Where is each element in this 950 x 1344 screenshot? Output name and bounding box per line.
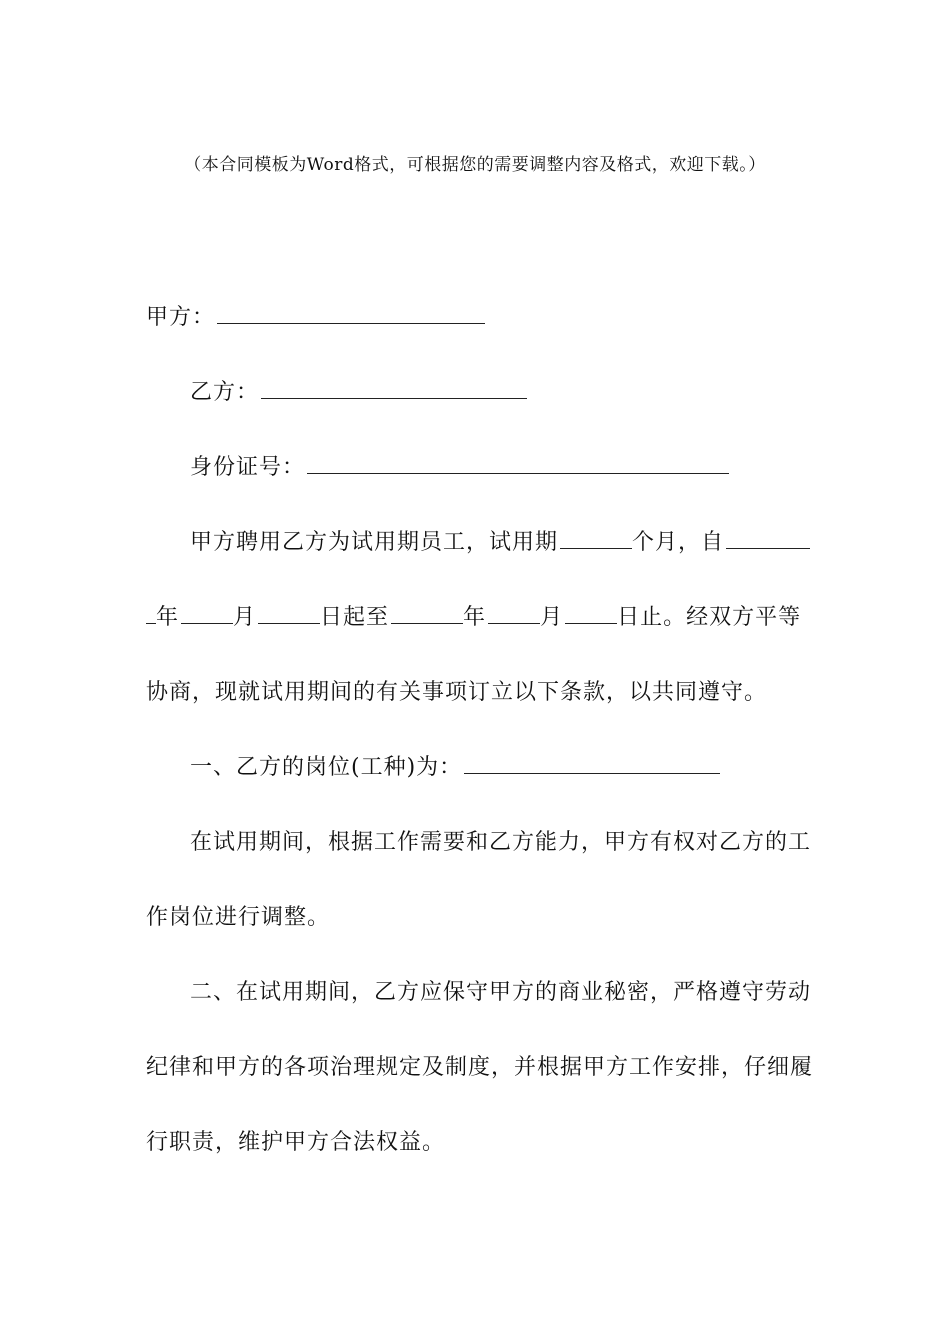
- paragraph-1-line-1: [190, 525, 810, 556]
- paragraph-1-line-3: 协商，现就试用期间的有关事项订立以下条款，以共同遵守。: [146, 680, 768, 705]
- id-number-line: [190, 450, 729, 481]
- para1-month-1: 月: [233, 605, 257, 630]
- template-note: （本合同模板为Word格式，可根据您的需要调整内容及格式，欢迎下载。）: [184, 155, 766, 175]
- end-month-blank[interactable]: [488, 603, 540, 624]
- para1-year-2: 年: [463, 605, 487, 630]
- party-b-blank[interactable]: [261, 378, 527, 399]
- clause-2-line-2: 纪律和甲方的各项治理规定及制度，并根据甲方工作安排，仔细履: [146, 1055, 814, 1080]
- clause-1-label: 一、乙方的岗位(工种)为：: [190, 755, 463, 780]
- start-month-blank[interactable]: [181, 603, 233, 624]
- party-b-label: 乙方：: [190, 380, 260, 405]
- paragraph-1-line-2: [146, 600, 801, 631]
- para1-text-b: 个月，自: [632, 530, 725, 555]
- paragraph-2-line-2: 作岗位进行调整。: [146, 905, 331, 930]
- start-year-blank-part2[interactable]: [146, 603, 156, 624]
- probation-months-blank[interactable]: [560, 528, 632, 549]
- party-b-line: [190, 375, 527, 406]
- paragraph-2-line-1: 在试用期间，根据工作需要和乙方能力，甲方有权对乙方的工: [190, 830, 812, 855]
- para1-day-2: 日止。经双方平等: [617, 605, 802, 630]
- clause-2-line-3: 行职责，维护甲方合法权益。: [146, 1130, 446, 1155]
- end-day-blank[interactable]: [565, 603, 617, 624]
- party-a-label: 甲方：: [146, 305, 216, 330]
- position-blank[interactable]: [464, 753, 720, 774]
- clause-2-line-1: 二、在试用期间，乙方应保守甲方的商业秘密，严格遵守劳动: [190, 980, 812, 1005]
- clause-1-line: [190, 750, 720, 781]
- end-year-blank[interactable]: [391, 603, 463, 624]
- start-year-blank-part1[interactable]: [726, 528, 810, 549]
- para1-day-1: 日起至: [320, 605, 390, 630]
- id-number-label: 身份证号：: [190, 455, 306, 480]
- party-a-line: [146, 300, 485, 331]
- id-number-blank[interactable]: [307, 453, 729, 474]
- party-a-blank[interactable]: [217, 303, 485, 324]
- para1-month-2: 月: [540, 605, 564, 630]
- para1-text-a: 甲方聘用乙方为试用期员工，试用期: [190, 530, 559, 555]
- start-day-blank[interactable]: [258, 603, 320, 624]
- para1-year-1: 年: [156, 605, 180, 630]
